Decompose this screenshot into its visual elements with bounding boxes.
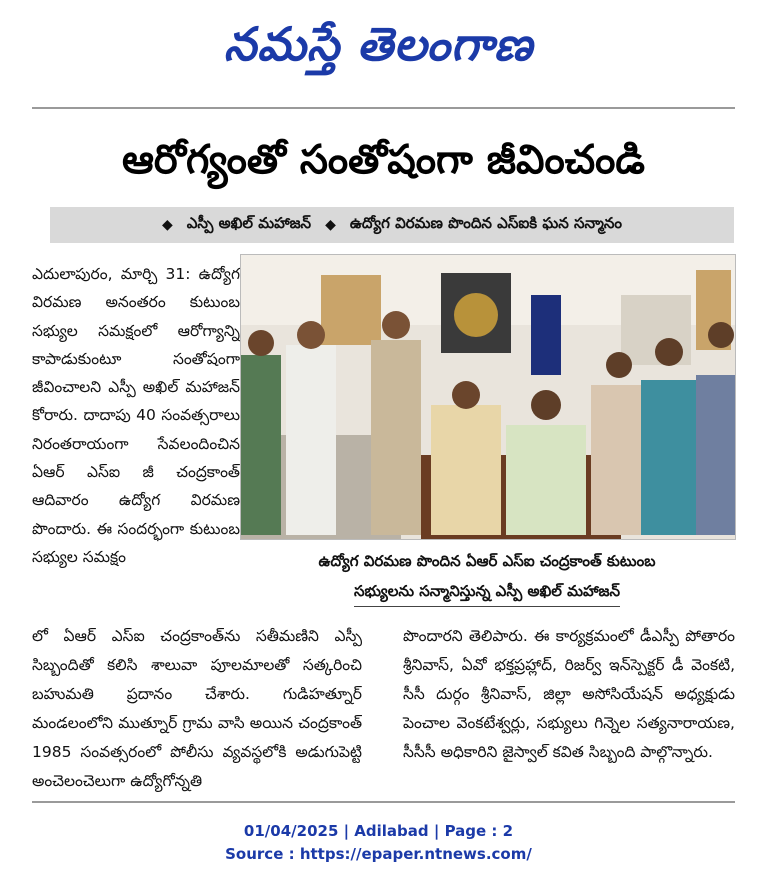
newspaper-masthead <box>0 8 757 80</box>
subheading-bar <box>50 207 734 243</box>
photo-caption <box>240 546 734 607</box>
article-intro-column <box>32 260 240 571</box>
article-left-text: లో ఏఆర్ ఎస్ఐ చంద్రకాంత్‌ను సతీమణిని ఎస్పీ సిబ్బందితో కలిసి శాలువా పూలమాలతో సత్కరించి బహుమతి ప్రదానం చేశారు. గుడిహత్నూర్ మండలంలోని ముత్నూర్ గ్రామ వాసి అయిన చంద్రకాంత్ 1985 సంవత్సరంలో పోలీసు వ్యవస్థలోకి అడుగుపెట్టి అంచెలంచెలుగా ఉద్యోగోన్నతి <box>32 627 362 790</box>
top-divider <box>32 107 735 109</box>
article-headline: ఆరోగ్యంతో సంతోషంగా జీవించండి <box>121 137 646 183</box>
caption-line-2: సభ్యులను సన్మానిస్తున్న ఎస్పీ అఖిల్ మహాజన్ <box>354 576 620 607</box>
bottom-divider <box>32 801 735 803</box>
photo-illustration <box>241 255 735 539</box>
subheading-1: ఎస్పీ అఖిల్ మహాజన్ <box>186 214 312 232</box>
article-left-column <box>32 622 362 796</box>
news-photo <box>240 254 736 540</box>
article-right-column <box>403 622 735 767</box>
edition-info: 01/04/2025 | Adilabad | Page : 2 <box>243 822 514 840</box>
bullet-icon: ◆ <box>161 217 173 233</box>
subheading-2: ఉద్యోగ విరమణ పొందిన ఎస్ఐకి ఘన సన్మానం <box>349 214 623 232</box>
bullet-icon: ◆ <box>325 217 336 233</box>
source-link[interactable]: Source : https://epaper.ntnews.com/ <box>225 845 532 863</box>
article-right-text: పొందారని తెలిపారు. ఈ కార్యక్రమంలో డీఎస్పీ పోతారం శ్రీనివాస్, ఏవో భక్తప్రహ్లాద్, రిజర్వ్ ఇన్‌స్పెక్టర్ డీ వెంకటి, సీసీ దుర్గం శ్రీనివాస్, జిల్లా అసోసియేషన్ అధ్యక్షుడు పెంచాల వెంకటేశ్వర్లు, సభ్యులు గిన్నెల సత్యనారాయణ, సీసీసీ అధికారిని జైస్వాల్ కవిత సిబ్బంది పాల్గొన్నారు. <box>403 627 735 761</box>
caption-line-1: ఉద్యోగ విరమణ పొందిన ఏఆర్ ఎస్ఐ చంద్రకాంత్ కుటుంబ <box>318 552 656 570</box>
article-intro-text: ఎదులాపురం, మార్చి 31: ఉద్యోగ విరమణ అనంతరం కుటుంబ సభ్యుల సమక్షంలో ఆరోగ్యాన్ని కాపాడుకుంటూ సంతోషంగా జీవించాలని ఎస్పీ అఖిల్ మహాజన్ కోరారు. దాదాపు 40 సంవత్సరాలు నిరంతరాయంగా సేవలందించిన ఏఆర్ ఎస్ఐ జీ చంద్రకాంత్ ఆదివారం ఉద్యోగ విరమణ పొందారు. ఈ సందర్భంగా కుటుంబ సభ్యుల సమక్షం <box>32 265 240 566</box>
masthead-title: నమస్తే తెలంగాణ <box>223 17 534 71</box>
